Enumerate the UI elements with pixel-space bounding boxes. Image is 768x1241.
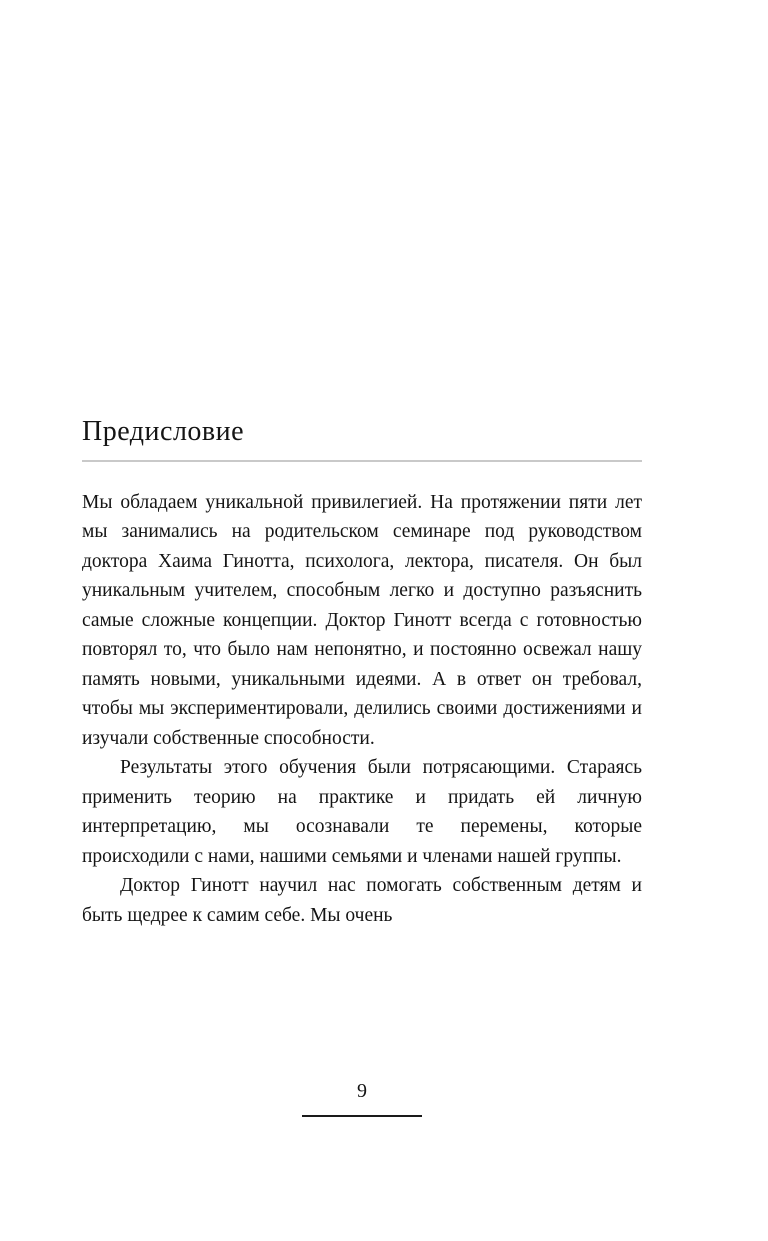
chapter-title: Предисловие <box>82 416 245 447</box>
body-text <box>82 488 642 931</box>
title-divider <box>82 460 642 462</box>
paragraph: Доктор Гинотт научил нас помогать собственным детям и быть щедрее к самим себе. Мы очень <box>82 875 642 926</box>
page-number-rule <box>302 1115 422 1117</box>
page-content <box>82 0 642 930</box>
paragraph: Мы обладаем уникальной привилегией. На протяжении пяти лет мы занимались на родительском семинаре под руководством доктора Хаима Гинотта, психолога, лектора, писателя. Он был уникальным учителем, способным легко и доступно разъяснить самые сложные концепции. Доктор Гинотт всегда с готовностью повторял то, что было нам непонятно, и постоянно освежал нашу память новыми, уникальными идеями. А в ответ он требовал, чтобы мы экспериментировали, делились своими достижениями и изучали собственные способности. <box>82 491 642 749</box>
page-number: 9 <box>357 1080 367 1102</box>
paragraph: Результаты этого обучения были потрясающими. Стараясь применить теорию на практике и придать ей личную интерпретацию, мы осознавали те перемены, которые происходили с нами, нашими семьями и членами нашей группы. <box>82 757 642 867</box>
page-footer <box>82 1080 642 1117</box>
